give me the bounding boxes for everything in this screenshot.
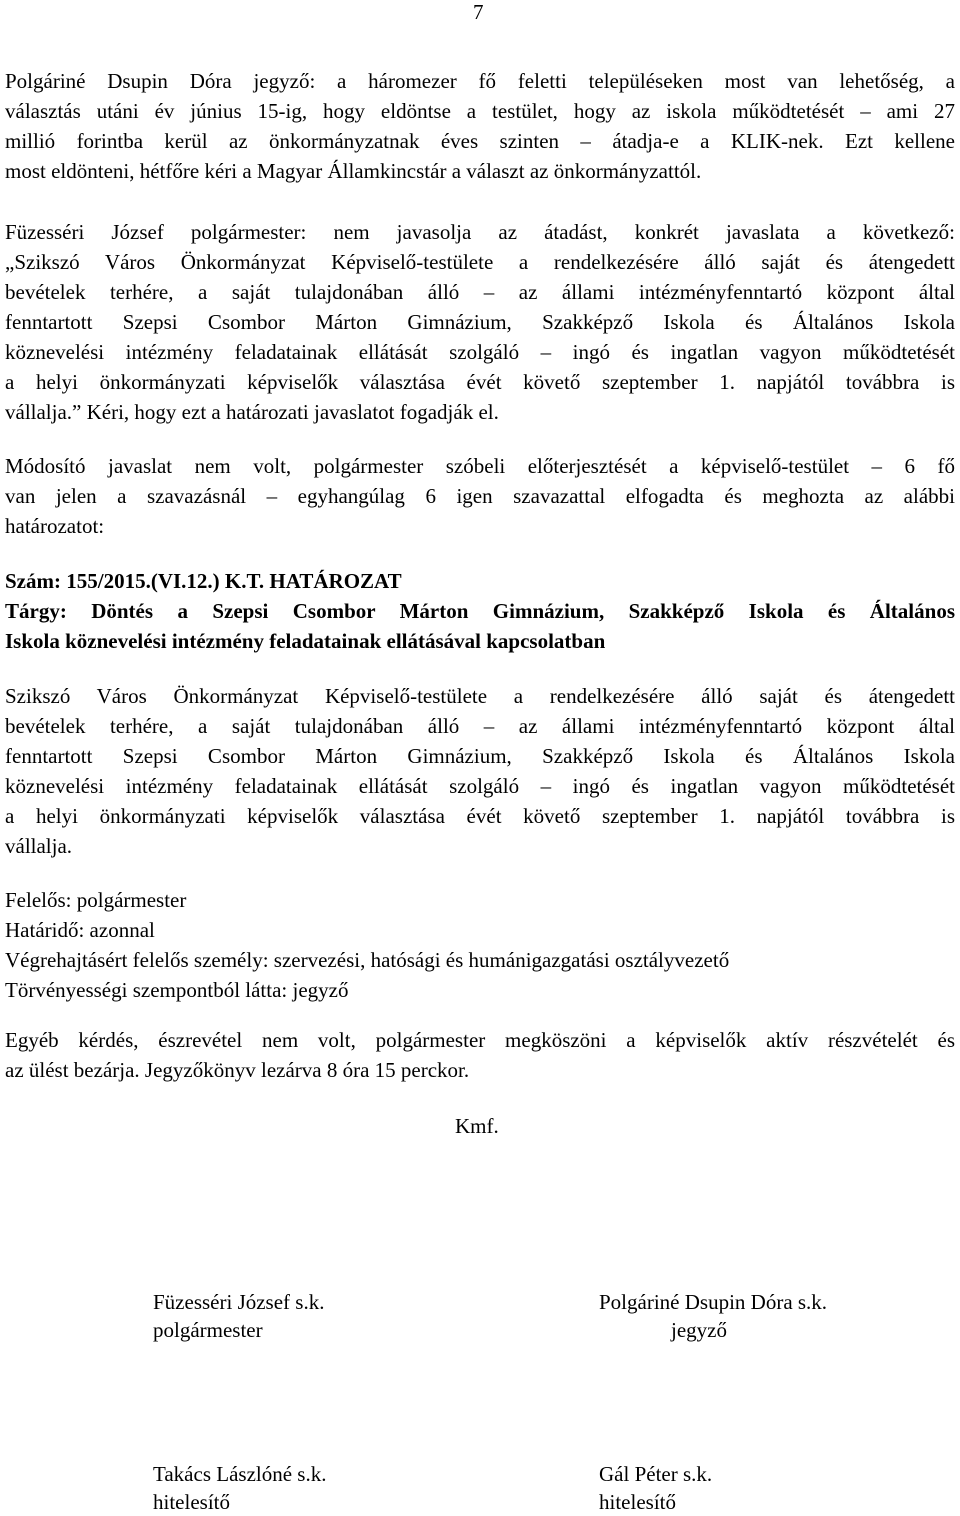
text-line: Egyéb kérdés, észrevétel nem volt, polgármester megköszöni a képviselők aktív részvételét és	[5, 1028, 955, 1052]
executor-line: Végrehajtásért felelős személy: szervezési, hatósági és humánigazgatási osztályvezető	[5, 948, 730, 972]
text-line: választás utáni év június 15-ig, hogy eldöntse a testület, hogy az iskola működtetését – ami 27	[5, 99, 955, 123]
deadline-line: Határidő: azonnal	[5, 918, 155, 942]
resolution-number: Szám: 155/2015.(VI.12.) K.T. HATÁROZAT	[5, 569, 402, 593]
page-number: 7	[473, 0, 484, 24]
text-line: köznevelési intézmény feladatainak ellátását szolgáló – ingó és ingatlan vagyon működtetését	[5, 340, 955, 364]
signature-role: jegyző	[671, 1318, 727, 1342]
text-line: bevételek terhére, a saját tulajdonában álló – az állami intézményfenntartó központ által	[5, 714, 955, 738]
legality-line: Törvényességi szempontból látta: jegyző	[5, 978, 349, 1002]
responsibility-block	[5, 885, 955, 1005]
signature-role: hitelesítő	[153, 1490, 230, 1514]
paragraph-notary-statement	[5, 66, 955, 186]
signature-role: hitelesítő	[599, 1490, 676, 1514]
text-line: „Szikszó Város Önkormányzat Képviselő-testülete a rendelkezésére álló saját és átengedett	[5, 250, 955, 274]
text-line: van jelen a szavazásnál – egyhangúlag 6 igen szavazattal elfogadta és meghozta az alábbi	[5, 484, 955, 508]
text-line: Polgáriné Dsupin Dóra jegyző: a háromezer fő feletti településeken most van lehetőség, a	[5, 69, 955, 93]
signature-notary	[599, 1288, 827, 1344]
text-line: határozatot:	[5, 514, 105, 538]
resolution-body	[5, 681, 955, 861]
signature-name: Füzesséri József s.k.	[153, 1290, 325, 1314]
resolution-heading	[5, 566, 955, 656]
text-line: fenntartott Szepsi Csombor Márton Gimnázium, Szakképző Iskola és Általános Iskola	[5, 744, 955, 768]
paragraph-vote	[5, 451, 955, 541]
signature-name: Polgáriné Dsupin Dóra s.k.	[599, 1290, 828, 1314]
resolution-subject-line: Tárgy: Döntés a Szepsi Csombor Márton Gimnázium, Szakképző Iskola és Általános	[5, 599, 955, 623]
signature-role: polgármester	[153, 1318, 263, 1342]
signature-name: Gál Péter s.k.	[599, 1462, 713, 1486]
text-line: vállalja.	[5, 834, 73, 858]
text-line: köznevelési intézmény feladatainak ellátását szolgáló – ingó és ingatlan vagyon működtetését	[5, 774, 955, 798]
text-line: Szikszó Város Önkormányzat Képviselő-testülete a rendelkezésére álló saját és átengedett	[5, 684, 955, 708]
closing-paragraph	[5, 1025, 955, 1085]
text-line: vállalja.” Kéri, hogy ezt a határozati javaslatot fogadják el.	[5, 400, 499, 424]
text-line: Módosító javaslat nem volt, polgármester szóbeli előterjesztését a képviselő-testület – 6 fő	[5, 454, 955, 478]
signature-authenticator-2	[599, 1460, 712, 1516]
resolution-subject-line: Iskola köznevelési intézmény feladatainak ellátásával kapcsolatban	[5, 629, 606, 653]
text-line: Füzesséri József polgármester: nem javasolja az átadást, konkrét javaslata a következő:	[5, 220, 955, 244]
text-line: a helyi önkormányzati képviselők választása évét követő szeptember 1. napjától továbbra is	[5, 804, 955, 828]
text-line: millió forintba kerül az önkormányzatnak éves szinten – átadja-e a KLIK-nek. Ezt kellene	[5, 129, 955, 153]
text-line: most eldönteni, hétfőre kéri a Magyar Államkincstár a választ az önkormányzattól.	[5, 159, 702, 183]
paragraph-mayor-proposal	[5, 217, 955, 427]
text-line: fenntartott Szepsi Csombor Márton Gimnázium, Szakképző Iskola és Általános Iskola	[5, 310, 955, 334]
signature-authenticator-1	[153, 1460, 326, 1516]
responsible-line: Felelős: polgármester	[5, 888, 187, 912]
text-line: bevételek terhére, a saját tulajdonában álló – az állami intézményfenntartó központ által	[5, 280, 955, 304]
signature-mayor	[153, 1288, 324, 1344]
text-line: az ülést bezárja. Jegyzőkönyv lezárva 8 óra 15 perckor.	[5, 1058, 470, 1082]
signature-name: Takács Lászlóné s.k.	[153, 1462, 327, 1486]
kmf-label: Kmf.	[455, 1114, 499, 1138]
text-line: a helyi önkormányzati képviselők választása évét követő szeptember 1. napjától továbbra is	[5, 370, 955, 394]
